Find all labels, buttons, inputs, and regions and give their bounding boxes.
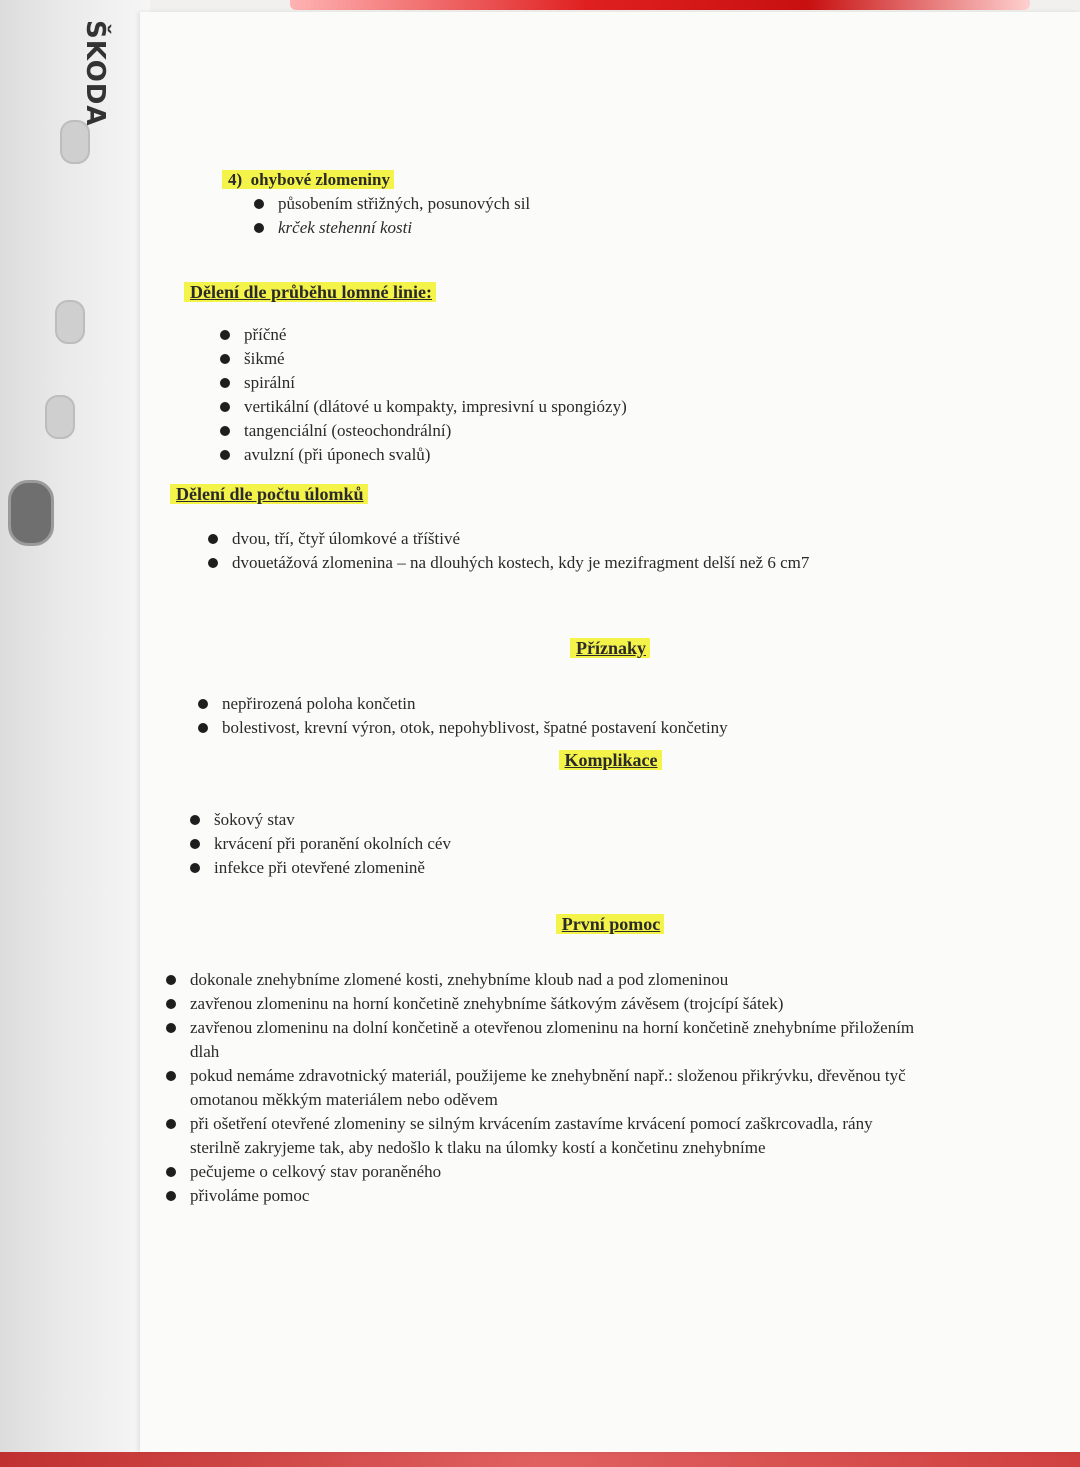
bullet-icon xyxy=(190,863,200,873)
bullet-icon xyxy=(166,999,176,1009)
bullet-icon xyxy=(166,1191,176,1201)
brand-logo: ŠKODA xyxy=(80,20,110,127)
priznaky-list xyxy=(198,692,728,740)
section-heading: Dělení dle průběhu lomné linie: xyxy=(184,282,627,303)
list-item: krvácení při poranění okolních cév xyxy=(190,832,451,856)
list-item: zavřenou zlomeninu na dolní končetině a otevřenou zlomeninu na horní končetině znehybníme přiložením dlah xyxy=(166,1016,926,1064)
bullet-icon xyxy=(208,558,218,568)
list-item: infekce při otevřené zlomenině xyxy=(190,856,451,880)
binder-ring xyxy=(8,480,54,546)
list-item: příčné xyxy=(220,323,627,347)
list-item: působením střižných, posunových sil xyxy=(254,192,530,216)
list-item: šokový stav xyxy=(190,808,451,832)
bullet-icon xyxy=(254,223,264,233)
bullet-icon xyxy=(166,975,176,985)
list-item: tangenciální (osteochondrální) xyxy=(220,419,627,443)
list-item: zavřenou zlomeninu na horní končetině znehybníme šátkovým závěsem (trojcípí šátek) xyxy=(166,992,926,1016)
section-komplikace-heading xyxy=(140,750,1080,771)
section-title: ohybové zlomeniny xyxy=(250,170,390,189)
bullet-icon xyxy=(166,1023,176,1033)
section-heading: Komplikace xyxy=(559,750,662,770)
list-item: pečujeme o celkový stav poraněného xyxy=(166,1160,926,1184)
punch-hole xyxy=(45,395,75,439)
bullet-icon xyxy=(190,839,200,849)
list-item: dvouetážová zlomenina – na dlouhých kostech, kdy je mezifragment delší než 6 cm7 xyxy=(208,551,809,575)
list-item: dokonale znehybníme zlomené kosti, znehybníme kloub nad a pod zlomeninou xyxy=(166,968,926,992)
bullet-icon xyxy=(220,426,230,436)
list-item: přivoláme pomoc xyxy=(166,1184,926,1208)
section-lomna-linie xyxy=(184,282,627,467)
list-item: spirální xyxy=(220,371,627,395)
binder-edge xyxy=(0,0,150,1467)
section-priznaky-heading xyxy=(140,638,1080,659)
bullet-icon xyxy=(220,402,230,412)
section-number: 4) xyxy=(228,170,243,189)
ulomky-list xyxy=(208,527,809,575)
bullet-icon xyxy=(198,699,208,709)
lomna-list xyxy=(220,323,627,467)
red-strip-top xyxy=(290,0,1030,10)
bullet-icon xyxy=(208,534,218,544)
section-4-list xyxy=(254,192,530,240)
bullet-icon xyxy=(166,1071,176,1081)
list-item: při ošetření otevřené zlomeniny se silným krvácením zastavíme krvácení pomocí zaškrcovadla, rány sterilně zakryjeme tak, aby nedošlo k tlaku na úlomky kostí a končetinu znehybníme xyxy=(166,1112,926,1160)
red-strip-bottom xyxy=(0,1452,1080,1467)
punch-hole xyxy=(55,300,85,344)
bullet-icon xyxy=(254,199,264,209)
bullet-icon xyxy=(190,815,200,825)
section-heading: První pomoc xyxy=(556,914,665,934)
bullet-icon xyxy=(166,1167,176,1177)
section-heading: Dělení dle počtu úlomků xyxy=(170,484,809,505)
section-prvni-pomoc-heading xyxy=(140,914,1080,935)
komplikace-list xyxy=(190,808,451,880)
list-item: krček stehenní kosti xyxy=(254,216,530,240)
list-item: bolestivost, krevní výron, otok, nepohyblivost, špatné postavení končetiny xyxy=(198,716,728,740)
list-item: vertikální (dlátové u kompakty, impresivní u spongiózy) xyxy=(220,395,627,419)
list-item: avulzní (při úponech svalů) xyxy=(220,443,627,467)
bullet-icon xyxy=(166,1119,176,1129)
section-4-title xyxy=(222,170,530,190)
bullet-icon xyxy=(220,378,230,388)
list-item: pokud nemáme zdravotnický materiál, použijeme ke znehybnění např.: složenou přikrývku, dřevěnou tyč omotanou měkkým materiálem nebo oděvem xyxy=(166,1064,926,1112)
bullet-icon xyxy=(220,450,230,460)
list-item: šikmé xyxy=(220,347,627,371)
list-item: dvou, tří, čtyř úlomkové a tříštivé xyxy=(208,527,809,551)
prvni-pomoc-list xyxy=(166,968,926,1208)
section-priznaky xyxy=(198,692,728,740)
section-pocet-ulomku xyxy=(170,484,809,575)
section-prvni-pomoc xyxy=(166,968,926,1208)
section-komplikace xyxy=(190,808,451,880)
bullet-icon xyxy=(198,723,208,733)
list-item: nepřirozená poloha končetin xyxy=(198,692,728,716)
bullet-icon xyxy=(220,330,230,340)
document-page xyxy=(140,12,1080,1452)
section-heading: Příznaky xyxy=(570,638,650,658)
bullet-icon xyxy=(220,354,230,364)
section-ohybove xyxy=(222,170,530,240)
